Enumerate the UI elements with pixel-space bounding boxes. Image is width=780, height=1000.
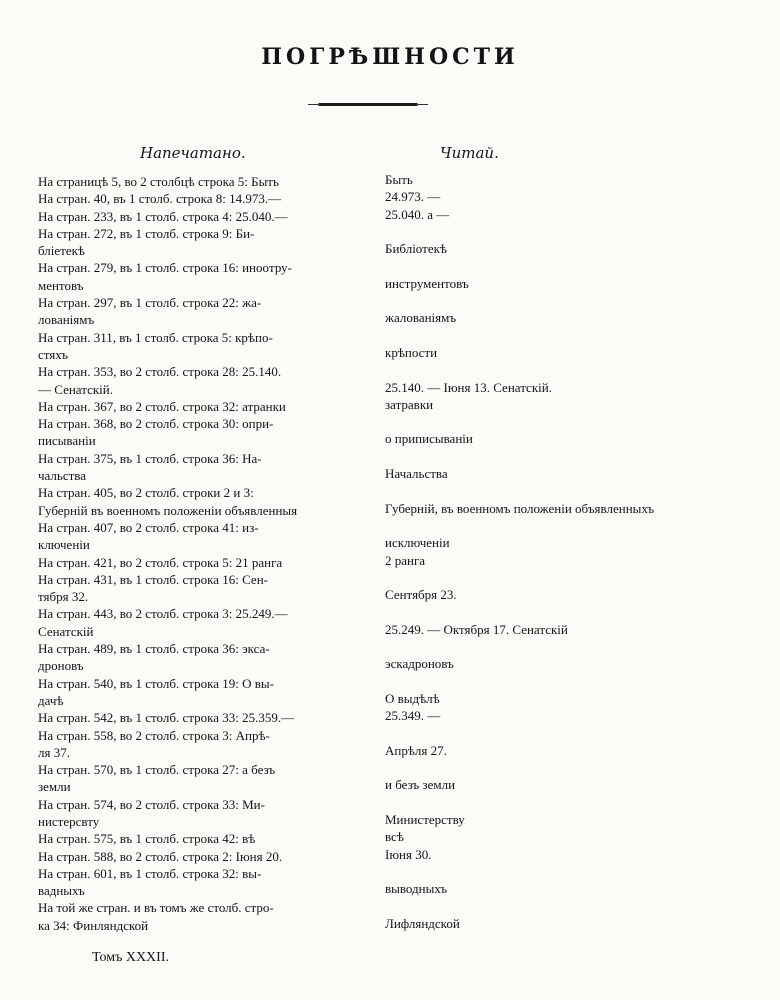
errata-line — [385, 448, 777, 465]
errata-line: стяхъ — [38, 346, 68, 362]
errata-line: ментовъ — [38, 277, 84, 293]
errata-line: дроновъ — [38, 658, 84, 674]
errata-line: ключеніи — [38, 537, 90, 553]
errata-corrections-column — [385, 171, 777, 932]
errata-line: выводныхъ — [385, 881, 448, 897]
errata-line: На стран. 311, въ 1 столб. строка 5: крѣпо- — [38, 329, 273, 345]
errata-line: — Сенатскій. — [38, 381, 113, 397]
errata-line: Лифляндской — [385, 915, 460, 931]
errata-line: дачѣ — [38, 692, 64, 708]
errata-line — [385, 517, 777, 534]
errata-line — [385, 863, 777, 880]
errata-printed-column — [38, 173, 376, 934]
errata-line: Іюня 30. — [385, 846, 432, 862]
errata-line: На стран. 588, во 2 столб. строка 2: Іюня 20. — [38, 848, 283, 864]
errata-line: чальства — [38, 468, 87, 484]
errata-line: На стран. 375, въ 1 столб. строка 36: На- — [38, 450, 262, 466]
errata-line — [385, 257, 777, 274]
errata-line: затравки — [385, 396, 434, 412]
errata-line: ка 34: Финляндской — [38, 917, 149, 933]
errata-line: 24.973. — — [385, 189, 441, 205]
errata-line: На стран. 272, въ 1 столб. строка 9: Би- — [38, 225, 255, 241]
errata-line: лованіямъ — [38, 312, 95, 328]
errata-line — [385, 725, 777, 742]
errata-line: эскадроновъ — [385, 656, 454, 672]
errata-line: писываніи — [38, 433, 96, 449]
errata-line: Быть — [385, 172, 413, 187]
errata-line: На стран. 570, въ 1 столб. строка 27: а безъ — [38, 762, 276, 778]
errata-line — [385, 482, 777, 499]
errata-line: Апрѣля 27. — [385, 742, 447, 758]
errata-line: крѣпости — [385, 344, 438, 360]
volume-footer: Томъ XXXII. — [92, 950, 169, 965]
errata-line: Губерній, въ военномъ положеніи объявленныхъ — [385, 500, 655, 516]
errata-line: и безъ земли — [385, 777, 456, 793]
errata-line: На той же стран. и въ томъ же столб. стро- — [38, 900, 274, 916]
errata-line: ля 37. — [38, 744, 70, 760]
errata-line — [385, 638, 777, 655]
errata-line: 2 ранга — [385, 552, 426, 568]
errata-line: о приписываніи — [385, 431, 473, 447]
errata-line — [385, 223, 777, 240]
errata-line: На стран. 540, въ 1 столб. строка 19: О вы- — [38, 675, 274, 691]
errata-line: На стран. 575, въ 1 столб. строка 42: вѣ — [38, 831, 256, 847]
errata-line: исключеніи — [385, 535, 450, 551]
errata-line: 25.040. а — — [385, 206, 450, 222]
errata-line: На стран. 601, въ 1 столб. строка 32: вы- — [38, 865, 262, 881]
errata-line: На стран. 542, въ 1 столб. строка 33: 25.359.— — [38, 710, 295, 726]
errata-line — [385, 673, 777, 690]
errata-line: На страницѣ 5, во 2 столбцѣ строка 5: Быть — [38, 174, 279, 189]
title-divider — [318, 103, 418, 106]
errata-line — [385, 361, 777, 378]
errata-line — [385, 794, 777, 811]
errata-line — [385, 292, 777, 309]
page-title: ПОГРѢШНОСТИ — [261, 44, 519, 70]
errata-line: На стран. 421, во 2 столб. строка 5: 21 ранга — [38, 554, 283, 570]
errata-line: жалованіямъ — [385, 310, 457, 326]
errata-line: На стран. 279, въ 1 столб. строка 16: иноoтру- — [38, 260, 293, 276]
errata-line: На стран. 443, во 2 столб. строка 3: 25.249.— — [38, 606, 288, 622]
column-head-read: Читай. — [440, 144, 499, 162]
errata-line: земли — [38, 779, 71, 795]
errata-line — [385, 569, 777, 586]
errata-line — [385, 413, 777, 430]
errata-line: На стран. 574, во 2 столб. строка 33: Ми- — [38, 796, 265, 812]
errata-line: вадныхъ — [38, 883, 85, 899]
errata-line: Министерству — [385, 811, 465, 827]
errata-line: На стран. 489, въ 1 столб. строка 36: экса- — [38, 641, 270, 657]
errata-line: тября 32. — [38, 589, 89, 605]
errata-line: На стран. 431, въ 1 столб. строка 16: Сен- — [38, 571, 268, 587]
errata-line — [385, 603, 777, 620]
errata-line: 25.249. — Октября 17. Сенатскій — [385, 621, 568, 637]
errata-line: На стран. 233, въ 1 столб. строка 4: 25.040.— — [38, 208, 288, 224]
errata-line: Сентября 23. — [385, 587, 457, 603]
errata-line: нистерсвту — [38, 813, 100, 829]
errata-line: О выдѣлѣ — [385, 690, 440, 706]
errata-line: Сенатскій — [38, 623, 94, 639]
errata-line: На стран. 353, во 2 столб. строка 28: 25.140. — [38, 364, 282, 380]
errata-line: На стран. 407, во 2 столб. строка 41: из- — [38, 519, 259, 535]
errata-line: бліетекѣ — [38, 243, 85, 259]
errata-line: Губерній въ военномъ положеніи объявленныя — [38, 502, 298, 518]
errata-line: 25.140. — Іюня 13. Сенатскій. — [385, 379, 552, 395]
errata-line — [385, 897, 777, 914]
errata-line: На стран. 367, во 2 столб. строка 32: атранки — [38, 398, 286, 414]
errata-line — [385, 327, 777, 344]
errata-line: Начальства — [385, 466, 448, 482]
errata-line — [385, 759, 777, 776]
errata-line: На стран. 405, во 2 столб. строки 2 и 3: — [38, 485, 254, 501]
column-head-printed: Напечатано. — [140, 144, 246, 162]
errata-line: всѣ — [385, 829, 404, 845]
errata-line: На стран. 40, въ 1 столб. строка 8: 14.973.— — [38, 191, 282, 207]
errata-line: Библіотекѣ — [385, 241, 447, 257]
errata-line: На стран. 368, во 2 столб. строка 30: опри- — [38, 416, 274, 432]
errata-line: 25.349. — — [385, 708, 441, 724]
errata-line: инструментовъ — [385, 275, 469, 291]
errata-line: На стран. 558, во 2 столб. строка 3: Апрѣ- — [38, 727, 270, 743]
errata-line: На стран. 297, въ 1 столб. строка 22: жа- — [38, 295, 262, 311]
